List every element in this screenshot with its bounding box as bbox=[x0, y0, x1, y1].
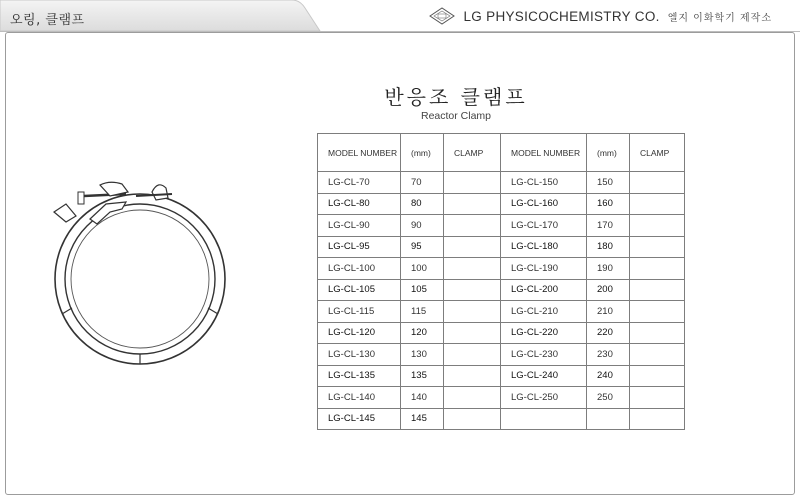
cell-model: LG-CL-150 bbox=[501, 172, 587, 194]
cell-mm: 105 bbox=[401, 279, 444, 301]
product-subtitle: Reactor Clamp bbox=[420, 110, 492, 122]
cell-clamp bbox=[444, 322, 501, 344]
table-row bbox=[318, 193, 685, 215]
cell-clamp bbox=[444, 172, 501, 194]
cell-clamp bbox=[444, 365, 501, 387]
cell-mm: 140 bbox=[401, 387, 444, 409]
cell-mm: 190 bbox=[587, 258, 630, 280]
table-header-row bbox=[318, 134, 685, 172]
cell-clamp bbox=[444, 236, 501, 258]
col-header-mm-2: (mm) bbox=[587, 134, 630, 172]
cell-mm: 100 bbox=[401, 258, 444, 280]
col-header-model-2: MODEL NUMBER bbox=[501, 134, 587, 172]
cell-clamp bbox=[630, 408, 685, 430]
brand-korean-name: 엘지 이화학기 제작소 bbox=[667, 12, 772, 24]
product-title: 반응조 클램프 bbox=[384, 85, 528, 109]
cell-model: LG-CL-90 bbox=[318, 215, 401, 237]
cell-model: LG-CL-250 bbox=[501, 387, 587, 409]
brand-name: LG PHYSICOCHEMISTRY CO. bbox=[463, 8, 660, 24]
cell-model: LG-CL-115 bbox=[318, 301, 401, 323]
cell-model: LG-CL-210 bbox=[501, 301, 587, 323]
cell-clamp bbox=[630, 387, 685, 409]
table-row bbox=[318, 301, 685, 323]
cell-model: LG-CL-190 bbox=[501, 258, 587, 280]
cell-mm: 170 bbox=[587, 215, 630, 237]
cell-mm: 180 bbox=[587, 236, 630, 258]
cell-clamp bbox=[630, 301, 685, 323]
table-row bbox=[318, 236, 685, 258]
table-row bbox=[318, 408, 685, 430]
col-header-model: MODEL NUMBER bbox=[318, 134, 401, 172]
cell-mm: 220 bbox=[587, 322, 630, 344]
cell-model: LG-CL-105 bbox=[318, 279, 401, 301]
cell-model: LG-CL-100 bbox=[318, 258, 401, 280]
table-row bbox=[318, 279, 685, 301]
cell-mm: 200 bbox=[587, 279, 630, 301]
cell-clamp bbox=[444, 344, 501, 366]
cell-clamp bbox=[444, 301, 501, 323]
cell-clamp bbox=[630, 193, 685, 215]
table-row bbox=[318, 215, 685, 237]
col-header-clamp-2: CLAMP bbox=[630, 134, 685, 172]
cell-mm: 95 bbox=[401, 236, 444, 258]
cell-mm: 230 bbox=[587, 344, 630, 366]
cell-clamp bbox=[630, 258, 685, 280]
col-header-mm: (mm) bbox=[401, 134, 444, 172]
cell-mm: 150 bbox=[587, 172, 630, 194]
table-row bbox=[318, 322, 685, 344]
cell-model: LG-CL-120 bbox=[318, 322, 401, 344]
cell-model: LG-CL-135 bbox=[318, 365, 401, 387]
cell-model: LG-CL-240 bbox=[501, 365, 587, 387]
cell-model: LG-CL-95 bbox=[318, 236, 401, 258]
cell-model: LG-CL-145 bbox=[318, 408, 401, 430]
cell-clamp bbox=[630, 344, 685, 366]
cell-mm: 160 bbox=[587, 193, 630, 215]
cell-clamp bbox=[444, 193, 501, 215]
cell-model: LG-CL-180 bbox=[501, 236, 587, 258]
cell-model: LG-CL-130 bbox=[318, 344, 401, 366]
cell-clamp bbox=[630, 172, 685, 194]
cell-mm: 210 bbox=[587, 301, 630, 323]
table-row bbox=[318, 365, 685, 387]
table-row bbox=[318, 387, 685, 409]
cell-model bbox=[501, 408, 587, 430]
table-row bbox=[318, 172, 685, 194]
cell-mm: 120 bbox=[401, 322, 444, 344]
reactor-clamp-illustration bbox=[40, 174, 240, 374]
cell-clamp bbox=[630, 322, 685, 344]
cell-model: LG-CL-70 bbox=[318, 172, 401, 194]
cell-mm: 240 bbox=[587, 365, 630, 387]
cell-clamp bbox=[444, 279, 501, 301]
cell-clamp bbox=[444, 215, 501, 237]
cell-clamp bbox=[444, 387, 501, 409]
cell-model: LG-CL-230 bbox=[501, 344, 587, 366]
brand bbox=[427, 6, 772, 26]
cell-mm: 130 bbox=[401, 344, 444, 366]
cell-mm: 135 bbox=[401, 365, 444, 387]
cell-clamp bbox=[444, 258, 501, 280]
cell-clamp bbox=[630, 279, 685, 301]
tab-title: 오링, 클램프 bbox=[10, 13, 85, 28]
cell-model: LG-CL-140 bbox=[318, 387, 401, 409]
cell-clamp bbox=[630, 236, 685, 258]
cell-model: LG-CL-160 bbox=[501, 193, 587, 215]
cell-clamp bbox=[630, 365, 685, 387]
cell-mm: 115 bbox=[401, 301, 444, 323]
table-row bbox=[318, 344, 685, 366]
cell-model: LG-CL-200 bbox=[501, 279, 587, 301]
brand-logo-icon bbox=[427, 6, 457, 26]
cell-model: LG-CL-170 bbox=[501, 215, 587, 237]
cell-mm: 90 bbox=[401, 215, 444, 237]
col-header-clamp: CLAMP bbox=[444, 134, 501, 172]
cell-model: LG-CL-80 bbox=[318, 193, 401, 215]
cell-mm: 250 bbox=[587, 387, 630, 409]
cell-clamp bbox=[630, 215, 685, 237]
cell-model: LG-CL-220 bbox=[501, 322, 587, 344]
table-row bbox=[318, 258, 685, 280]
cell-clamp bbox=[444, 408, 501, 430]
cell-mm bbox=[587, 408, 630, 430]
clamp-spec-table bbox=[317, 133, 685, 430]
cell-mm: 70 bbox=[401, 172, 444, 194]
cell-mm: 80 bbox=[401, 193, 444, 215]
cell-mm: 145 bbox=[401, 408, 444, 430]
